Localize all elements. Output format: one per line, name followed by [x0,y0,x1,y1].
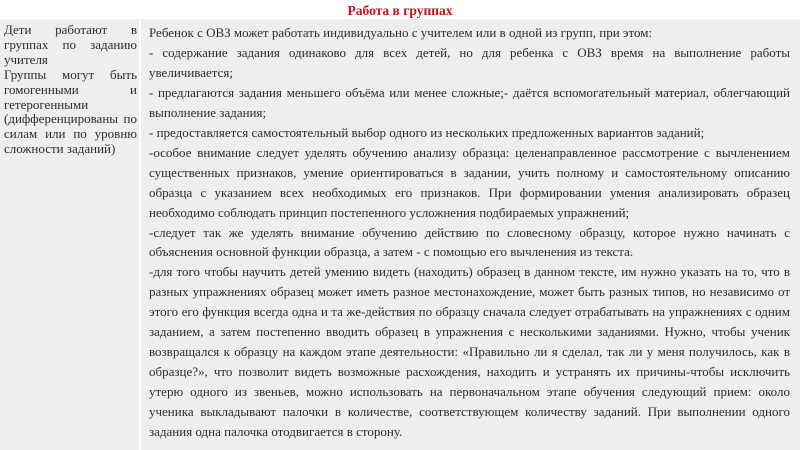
table-row [0,19,800,450]
slide-title: Работа в группах [347,3,453,18]
right-paragraph-3: - предлагаются задания меньшего объёма или менее сложные;- даётся вспомогательный материал, облегчающий выполнение задания; [149,84,790,120]
right-paragraph-5: -особое внимание следует уделять обучению анализу образца: целенаправленное рассмотрение с вычленением существенных признаков, умение ориентироваться в задании, учить полному и самостоятельному описанию образца с указанием всех необходимых его признаков. При формировании умения анализировать образец необходимо соблюдать принцип постепенного усложнения подбираемых упражнений; [149,144,790,220]
left-column-cell [0,19,140,450]
right-column-text [141,19,800,450]
left-paragraph-2: Группы могут быть гомогенными и гетерогенными (дифференцированы по силам или по уровню сложности заданий) [4,66,137,157]
right-column-cell [140,19,800,450]
right-paragraph-4: - предоставляется самостоятельный выбор одного из нескольких предложенных вариантов заданий; [149,124,705,140]
right-paragraph-1: Ребенок с ОВЗ может работать индивидуально с учителем или в одной из групп, при этом: [149,25,653,40]
content-table [0,19,800,450]
right-paragraph-2: - содержание задания одинаково для всех детей, но для ребенка с ОВЗ время на выполнение работы увеличивается; [149,44,790,80]
left-column-text [0,19,139,161]
right-paragraph-7: -для того чтобы научить детей умению видеть (находить) образец в данном тексте, им нужно указать на то, что в разных упражнениях образец может иметь разное местонахождение, может быть разных типов, но независимо от этого его функция всегда одна и та же-действия по образцу сначала следует отрабатывать на упражнениях с одним заданием, а затем постепенно вводить образец в упражнения с несколькими заданиями. Нужно, чтобы ученик возвращался к образцу на каждом этапе деятельности: «Правильно ли я сделал, так ли у меня получилось, как в образце?», что позволит видеть возможные расхождения, находить и устранять их причины-чтобы исключить утерю одного из звеньев, можно использовать на первоначальном этапе обучения следующий прием: около ученика выкладывают палочки в количестве, соответствующем количеству заданий. При выполнении одного задания одна палочка отодвигается в сторону. [149,264,790,440]
left-paragraph-1: Дети работают в группах по заданию учителя [4,22,137,67]
right-paragraph-6: -следует так же уделять внимание обучению действию по словесному образцу, которое нужно начинать с объяснения основной функции образца, а затем - с помощью его вычленения из текста. [149,224,790,260]
